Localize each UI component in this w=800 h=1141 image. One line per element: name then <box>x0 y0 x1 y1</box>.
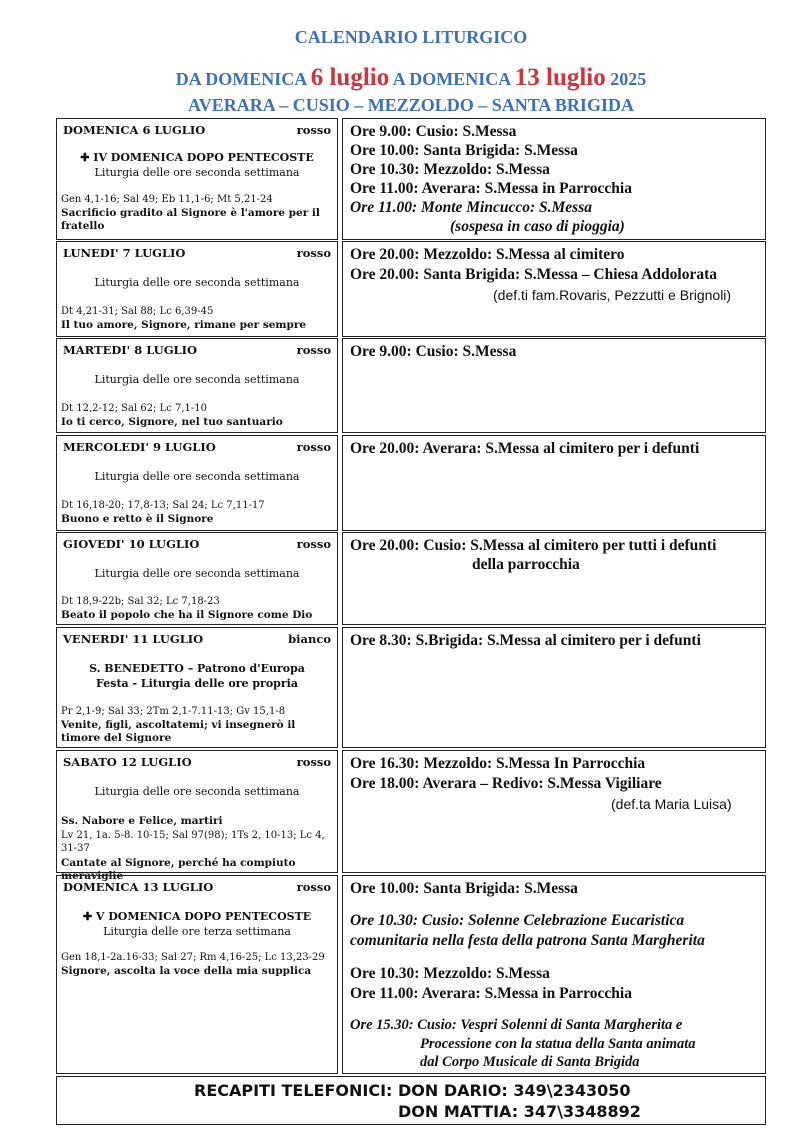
phone-contacts <box>56 1076 766 1125</box>
mass-line: Processione con la statua della Santa animata <box>420 1036 696 1052</box>
mass-line: Ore 20.00: Averara: S.Messa al cimitero per i defunti <box>350 440 700 457</box>
liturgy-week: Liturgia delle ore seconda settimana <box>94 785 300 798</box>
date-range <box>0 64 800 92</box>
motto: Beato il popolo che ha il Signore come Dio <box>61 609 313 621</box>
mass-line: comunitaria nella festa della patrona Santa Margherita <box>350 932 705 949</box>
day-name: DOMENICA 6 LUGLIO <box>63 123 206 137</box>
mass-line: Ore 10.30: Mezzoldo: S.Messa <box>350 161 550 178</box>
feast: ✚ IV DOMENICA DOPO PENTECOSTE <box>80 151 314 164</box>
masses-cell <box>342 750 766 873</box>
day-row-7 <box>56 875 766 1074</box>
mass-note: (def.ta Maria Luisa) <box>611 796 732 812</box>
motto: Il tuo amore, Signore, rimane per sempre <box>61 319 307 331</box>
masses-cell <box>342 875 766 1074</box>
parishes: AVERARA – CUSIO – MEZZOLDO – SANTA BRIGIDA <box>188 95 634 115</box>
date-from-label: DA DOMENICA <box>175 69 307 89</box>
mass-note: (sospesa in caso di pioggia) <box>450 218 625 235</box>
day-info <box>56 435 338 531</box>
mass-line: Ore 11.00: Averara: S.Messa in Parrocchia <box>350 180 632 197</box>
day-info <box>56 627 338 748</box>
day-row-4 <box>56 532 766 625</box>
liturgical-color: rosso <box>296 343 331 357</box>
day-row-1 <box>56 241 766 337</box>
mass-line: Ore 18.00: Averara – Redivo: S.Messa Vigiliare <box>350 775 662 792</box>
contact-line-2: DON MATTIA: 347\3348892 <box>398 1102 641 1121</box>
readings: Lv 21, 1a. 5-8. 10-15; Sal 97(98); 1Ts 2, 10-13; Lc 4, 31-37 <box>61 830 325 854</box>
liturgical-color: rosso <box>296 880 331 894</box>
motto: Buono e retto è il Signore <box>61 513 214 525</box>
liturgical-color: rosso <box>296 123 331 137</box>
mass-line: Ore 9.00: Cusio: S.Messa <box>350 123 517 140</box>
liturgy-week: Liturgia delle ore seconda settimana <box>94 276 300 289</box>
mass-line: Ore 10.30: Cusio: Solenne Celebrazione Eucaristica <box>350 912 685 929</box>
mass-line: Ore 11.00: Monte Mincucco: S.Messa <box>350 199 592 216</box>
liturgy-week: Liturgia delle ore seconda settimana <box>94 567 300 580</box>
liturgical-color: rosso <box>296 246 331 260</box>
contact-line-1: RECAPITI TELEFONICI: DON DARIO: 349\2343050 <box>194 1081 631 1100</box>
readings: Dt 4,21-31; Sal 88; Lc 6,39-45 <box>61 306 214 317</box>
readings: Gen 18,1-2a.16-33; Sal 27; Rm 4,16-25; Lc 13,23-29 <box>61 952 325 963</box>
masses-cell <box>342 241 766 337</box>
day-row-0 <box>56 118 766 240</box>
masses-cell <box>342 627 766 748</box>
liturgical-color: rosso <box>296 440 331 454</box>
mass-line: della parrocchia <box>472 556 580 573</box>
day-name: SABATO 12 LUGLIO <box>63 755 192 769</box>
day-row-5 <box>56 627 766 748</box>
mass-line: Ore 9.00: Cusio: S.Messa <box>350 343 517 360</box>
page-title: CALENDARIO LITURGICO <box>294 27 528 47</box>
readings: Gen 4,1-16; Sal 49; Eb 11,1-6; Mt 5,21-24 <box>61 194 273 205</box>
liturgy-week: Liturgia delle ore seconda settimana <box>94 470 300 483</box>
date-from: 6 luglio <box>310 64 390 91</box>
year: 2025 <box>610 69 647 89</box>
mass-line: Ore 10.00: Santa Brigida: S.Messa <box>350 142 578 159</box>
day-info <box>56 338 338 433</box>
day-name: DOMENICA 13 LUGLIO <box>63 880 214 894</box>
day-info <box>56 118 338 240</box>
day-info <box>56 750 338 882</box>
day-name: MARTEDI' 8 LUGLIO <box>63 343 198 357</box>
mass-line: Ore 8.30: S.Brigida: S.Messa al cimitero per i defunti <box>350 632 701 649</box>
masses-cell <box>342 338 766 433</box>
date-to-label: A DOMENICA <box>392 69 511 89</box>
mass-line: Ore 10.30: Mezzoldo: S.Messa <box>350 965 550 982</box>
mass-line: Ore 11.00: Averara: S.Messa in Parrocchia <box>350 985 632 1002</box>
mass-line: Ore 20.00: Mezzoldo: S.Messa al cimitero <box>350 246 625 263</box>
day-name: LUNEDI' 7 LUGLIO <box>63 246 186 260</box>
liturgy-week: Liturgia delle ore seconda settimana <box>94 166 300 179</box>
liturgy-week: Festa - Liturgia delle ore propria <box>96 677 298 690</box>
mass-line: Ore 20.00: Cusio: S.Messa al cimitero per tutti i defunti <box>350 537 717 554</box>
saints: Ss. Nabore e Felice, martiri <box>61 815 223 827</box>
motto: Cantate al Signore, perché ha compiuto meraviglie <box>61 857 296 882</box>
readings: Dt 16,18-20; 17,8-13; Sal 24; Lc 7,11-17 <box>61 500 265 511</box>
masses-cell <box>342 435 766 531</box>
readings: Dt 12,2-12; Sal 62; Lc 7,1-10 <box>61 403 208 414</box>
liturgical-color: rosso <box>296 537 331 551</box>
motto: Signore, ascolta la voce della mia supplica <box>61 965 312 977</box>
motto: Venite, figli, ascoltatemi; vi insegnerò il timore del Signore <box>61 719 296 744</box>
liturgy-week: Liturgia delle ore terza settimana <box>103 925 291 938</box>
day-info <box>56 532 338 625</box>
masses-cell <box>342 532 766 625</box>
day-name: MERCOLEDI' 9 LUGLIO <box>63 440 216 454</box>
day-name: GIOVEDI' 10 LUGLIO <box>63 537 200 551</box>
day-info <box>56 875 338 1074</box>
liturgical-color: bianco <box>288 632 331 646</box>
day-info <box>56 241 338 337</box>
masses-cell <box>342 118 766 240</box>
date-to: 13 luglio <box>514 64 606 91</box>
mass-note: (def.ti fam.Rovaris, Pezzutti e Brignoli) <box>493 287 732 303</box>
liturgy-week: Liturgia delle ore seconda settimana <box>94 373 300 386</box>
day-name: VENERDI' 11 LUGLIO <box>63 632 204 646</box>
day-row-2 <box>56 338 766 433</box>
liturgical-color: rosso <box>296 755 331 769</box>
mass-line: Ore 10.00: Santa Brigida: S.Messa <box>350 880 578 897</box>
day-row-3 <box>56 435 766 531</box>
readings: Pr 2,1-9; Sal 33; 2Tm 2,1-7.11-13; Gv 15,1-8 <box>61 706 286 717</box>
day-row-6 <box>56 750 766 882</box>
mass-line: dal Corpo Musicale di Santa Brigida <box>420 1054 640 1070</box>
motto: Io ti cerco, Signore, nel tuo santuario <box>61 416 283 428</box>
mass-line: Ore 20.00: Santa Brigida: S.Messa – Chiesa Addolorata <box>350 266 717 283</box>
readings: Dt 18,9-22b; Sal 32; Lc 7,18-23 <box>61 596 220 607</box>
motto: Sacrificio gradito al Signore è l'amore per il fratello <box>61 207 320 232</box>
feast: S. BENEDETTO – Patrono d'Europa <box>89 662 305 675</box>
feast: ✚ V DOMENICA DOPO PENTECOSTE <box>82 910 312 923</box>
mass-line: Ore 15.30: Cusio: Vespri Solenni di Santa Margherita e <box>350 1017 683 1033</box>
mass-line: Ore 16.30: Mezzoldo: S.Messa In Parrocchia <box>350 755 646 772</box>
